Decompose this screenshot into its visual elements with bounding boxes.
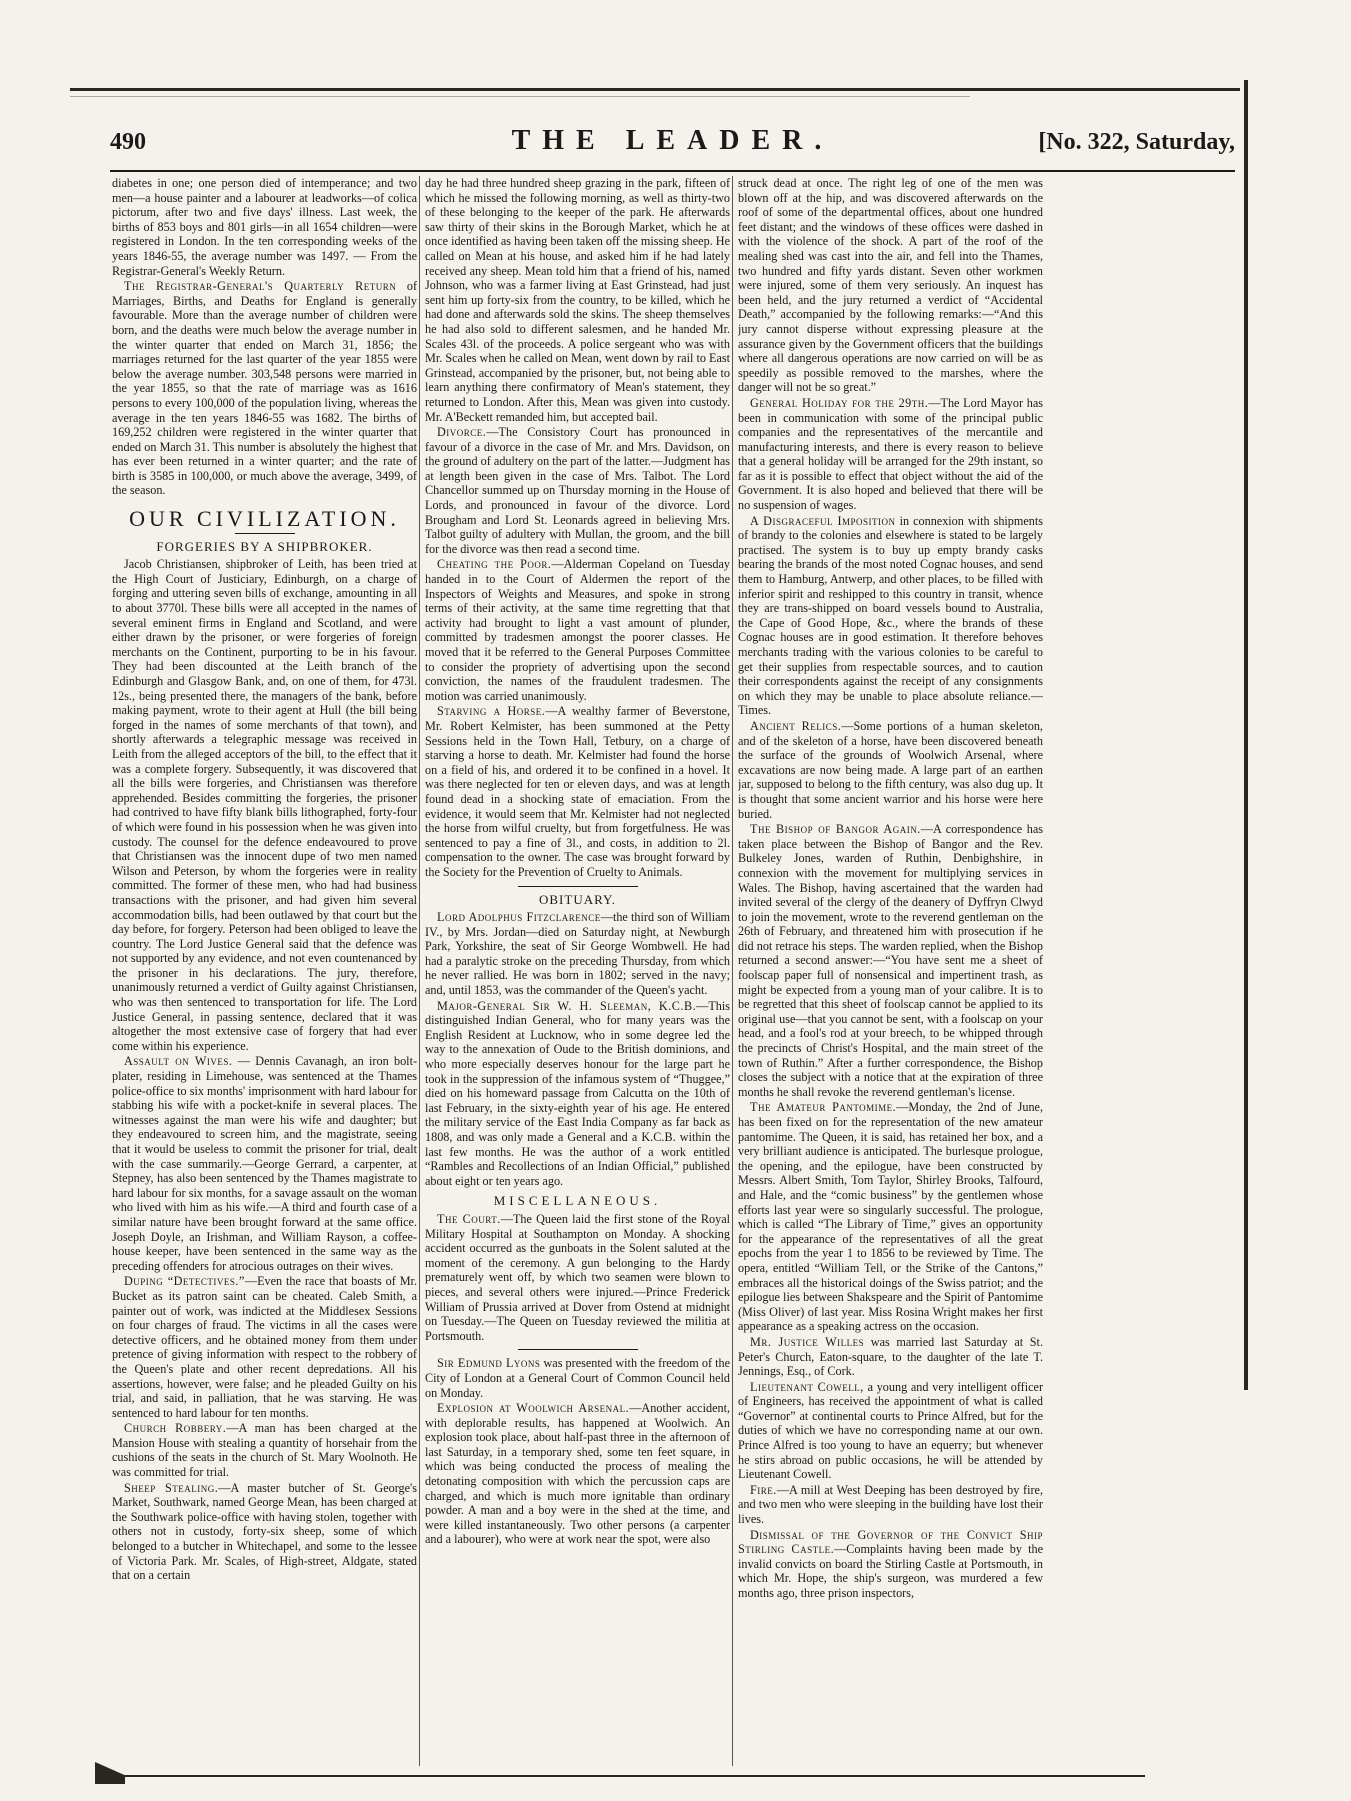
column-1: [112, 176, 417, 1756]
right-border-bar: [1244, 80, 1248, 1390]
paragraph-body: a young and very intelligent officer of Engineers, has received the appointment of what is called “Governor” at continental courts to Prince Alfred, but for the duties of which we have no corresponding name at our own. Prince Alfred is too young to have an equerry; but whenever he stirs abroad on public occasions, he will be attended by Lieutenant Cowell.: [738, 1379, 1043, 1482]
article-paragraph: [738, 719, 1043, 821]
paragraph-lead: Lord Adolphus Fitzclarence: [437, 910, 601, 925]
article-paragraph: [112, 1421, 417, 1479]
paragraph-lead: Fire.: [750, 1482, 777, 1497]
paragraph-body: in connexion with shipments of brandy to the colonies and elsewhere is stated to be largely practised. The system is to buy up empty brandy casks bearing the brands of the most noted Cognac houses, and send them to Hamburg, Antwerp, and other places, to be filled with inferior spirit and reshipped to this country in transit, whence they are trans-shipped on board vessels bound to Australia, the Cape of Good Hope, &c., where the brands of these Cognac houses are in good estimation. It therefore behoves merchants trading with the various colonies to be careful to get their supplies from respectable sources, and to caution their correspondents against the receipt of any consignments on which they may be unable to place absolute reliance.—Times.: [738, 513, 1043, 718]
masthead: [110, 125, 1235, 165]
article-paragraph: day he had three hundred sheep grazing in the park, fifteen of which he missed the following morning, as well as thirty-two of these belonging to the keeper of the park. He afterwards saw thirty of their skins in the Borough Market, which he at once identified as having been taken off the missing sheep. He called on Mean at his house, and asked him if he had lately received any sheep. Mean told him that a friend of his, named Johnson, who was a farmer living at East Grinstead, had just sent him up forty-six from the country, to be killed, which he had done and afterwards sold the skins. The sheep themselves he had also sold to different salesmen, and he handed Mr. Scales 43l. of the proceeds. A police sergeant who was with Mr. Scales when he called on Mean, went down by rail to East Grinstead, accompanied by the prisoner, but, not being able to learn anything there confirmatory of Mean's statement, they returned to London. After this, Mean was given into custody. Mr. A'Beckett remanded him, but accepted bail.: [425, 176, 730, 424]
article-paragraph: [738, 396, 1043, 513]
paragraph-lead: Explosion at Woolwich Arsenal.: [437, 1401, 630, 1416]
paragraph-lead: Starving a Horse.: [437, 704, 546, 719]
article-paragraph: [112, 1274, 417, 1420]
article-paragraph: [738, 1100, 1043, 1334]
paragraph-body: —This distinguished Indian General, who for many years was the English Resident at Lucknow, who in some degree led the way to the annexation of Oude to the British dominions, and who more especially deserves honour for the large part he took in the suppression of the infamous system of “Thuggee,” died on his homeward passage from Calcutta on the 10th of last February, in the sixty-eighth year of his age. He entered the military service of the East India Company as far back as 1808, and was only made a General and a K.C.B. within the last few months. He was the author of a work entitled “Rambles and Recollections of an Indian Official,” published about eight or ten years ago.: [425, 998, 730, 1188]
article-paragraph: [425, 999, 730, 1189]
paragraph-body: —the third son of William IV., by Mrs. Jordan—died on Saturday night, at Newburgh Park, Yorkshire, the seat of Sir George Wombwell. He had had a paralytic stroke on the preceding Thursday, from which he never rallied. He was born in 1802; served in the navy; and, until 1853, was the commander of the Queen's yacht.: [425, 910, 730, 998]
paragraph-body: —A man has been charged at the Mansion House with stealing a quantity of horsehair from the cushions of the seats in the church of St. Mary Woolnoth. He was committed for trial.: [112, 1421, 417, 1480]
paragraph-body: was presented with the freedom of the City of London at a General Court of Common Council held on Monday.: [425, 1356, 730, 1400]
page-number: 490: [110, 129, 146, 155]
section-rule: [518, 1349, 638, 1350]
article-paragraph: [738, 1528, 1043, 1601]
paragraph-body: —Complaints having been made by the invalid convicts on board the Stirling Castle at Portsmouth, in which Mr. Hope, the ship's surgeon, was murdered a few months ago, three prison inspectors,: [738, 1542, 1043, 1600]
paragraph-body: —Some portions of a human skeleton, and of the skeleton of a horse, have been discovered beneath the surface of the grounds of Woolwich Arsenal, where excavations are now being made. A large part of an earthen jar, supposed to belong to the fifth century, was also dug up. It is thought that some ancient warrior and his horse were here buried.: [738, 718, 1043, 821]
paragraph-lead: Mr. Justice Willes: [750, 1334, 865, 1349]
article-paragraph: [425, 1401, 730, 1547]
paragraph-lead: General Holiday for the 29th.: [750, 395, 929, 410]
paragraph-lead: Assault on Wives.: [124, 1054, 233, 1069]
paragraph-body: —Monday, the 2nd of June, has been fixed on for the representation of the new amateur pantomime. The Queen, it is said, has retained her box, and a very brilliant audience is anticipated. The burlesque prologue, the opening, and the epilogue, have been constructed by Messrs. Albert Smith, Tom Taylor, Shirley Brooks, Talfourd, and Hale, and the “comic business” by the gentlemen whose efforts last year were so singularly successful. The prologue, which is called “The Library of Time,” gives an opportunity for the appearance of the representatives of all the great epochs from the year 1 to 1856 to be reviewed by Time. The opera, entitled “William Tell, or the Strike of the Cantons,” embraces all the historical doings of the Swiss patriot; and the epilogue lies between Shakspeare and the Spirit of Pantomime (Miss Oliver) of last year. Miss Rosina Wright makes her first appearance as a speaking actress on the occasion.: [738, 1100, 1043, 1334]
bottom-border-rule: [95, 1775, 1145, 1777]
paragraph-lead: The Bishop of Bangor Again.: [750, 822, 921, 837]
article-paragraph: [112, 1481, 417, 1583]
article-paragraph: struck dead at once. The right leg of one of the men was blown off at the hip, and was discovered afterwards on the roof of some of the departmental offices, about one hundred feet distant; and the windows of these offices were dashed in with the violence of the shock. A part of the roof of the mealing shed was cast into the air, and fell into the Thames, two hundred and fifty yards distant. Seven other workmen were injured, some of them very seriously. An inquest has been held, and the jury returned a verdict of “Accidental Death,” accompanied by the following remarks:—“And this jury cannot disperse without expressing pleasure at the assurance given by the Government officers that the buildings where all dangerous operations are now carried on will be as speedily as possible removed to the marshes, where the danger will not be so great.”: [738, 176, 1043, 395]
paragraph-body: of Marriages, Births, and Deaths for England is generally favourable. More than the average number of children were born, and the deaths were much below the average number in the winter quarter that ended on March 31, 1856; the marriages returned for the last quarter of the year 1855 were below the average number. 303,548 persons were married in the year 1855, so that the rate of marriage was as 1616 persons to every 100,000 of the population living, whereas the average in the ten years 1846-55 was 1682. The births of 169,252 children were registered in the winter quarter that ended on March 31. This number is absolutely the highest that has ever been returned in a winter quarter; and the rate of birth is 3585 in 100,000, or much above the average, 3499, of the season.: [112, 279, 417, 498]
paragraph-body: —A correspondence has taken place between the Bishop of Bangor and the Rev. Bulkeley Jones, warden of Ruthin, Denbighshire, in connexion with the movement for multiplying services in Wales. The Bishop, having ascertained that the warden had invited several of the clergy of the deanery of Dyffryn Clwyd to join the movement, wrote to the reverend gentleman on the 26th of February, and threatened him with prosecution if he did not retrace his steps. The warden replied, when the Bishop returned a second answer:—“You have sent me a sheet of foolscap paper full of nonsensical and impertinent trash, as might be expected from a young man of your calibre. It is to be regretted that this sheet of foolscap cannot be applied to its original use—that you cannot be sent, with a foolscap on your head, and a fool's rod at your breech, to be whipped through the precincts of Christ's Hospital, and the main street of the town of Ruthin.” After a further correspondence, the Bishop closes the subject with a notice that at the expiration of three months he shall revoke the reverend gentleman's license.: [738, 822, 1043, 1099]
paragraph-lead: Dismissal of the Governor of the Convict Ship Stirling Castle.: [738, 1527, 1043, 1557]
column-3: [738, 176, 1043, 1756]
miscellaneous-heading: MISCELLANEOUS.: [493, 1193, 662, 1209]
paragraph-lead: The Registrar-General's Quarterly Return: [124, 279, 397, 294]
heading-rule: [235, 533, 295, 534]
column-divider: [419, 176, 420, 1766]
article-paragraph: [112, 279, 417, 498]
paragraph-lead: The Court.: [437, 1211, 501, 1226]
sub-heading: FORGERIES BY A SHIPBROKER.: [156, 538, 373, 554]
top-border-rule: [70, 88, 1240, 91]
column-divider: [732, 176, 733, 1766]
paragraph-body: —A wealthy farmer of Beverstone, Mr. Robert Kelmister, has been summoned at the Petty Sessions held in the Town Hall, Tetbury, on a charge of starving a horse to death. Mr. Kelmister had found the horse on a field of his, and ordered it to be confined in a hovel. It was there neglected for ten or eleven days, and was at length found dead in a shocking state of emaciation. From the evidence, it would seem that Mr. Kelmister had not neglected the horse from wilful cruelty, but from forgetfulness. He was sentenced to pay a fine of 3l., and costs, in addition to 2l. compensation to the owner. The case was brought forward by the Society for the Prevention of Cruelty to Animals.: [425, 704, 730, 879]
paragraph-body: —Alderman Copeland on Tuesday handed in to the Court of Aldermen the report of the Inspectors of Weights and Measures, and spoke in strong terms of their activity, at the same time regretting that that activity had brought to light a vast amount of plunder, committed by tradesmen amongst the poorer classes. He moved that it be referred to the General Purposes Committee to consider the propriety of advertising upon the second conviction, the names of the fraudulent tradesmen. The motion was carried unanimously.: [425, 557, 730, 703]
paragraph-lead: Sir Edmund Lyons: [437, 1356, 541, 1371]
obituary-heading: OBITUARY.: [538, 891, 617, 907]
article-paragraph: [425, 704, 730, 879]
paragraph-body: —The Lord Mayor has been in communication with some of the principal public companies and the representatives of the mercantile and manufacturing interests, and there is every reason to believe that a general holiday will be arranged for the 29th instant, so far as it is possible to effect that object without the aid of the Government. It is also hoped and believed that there will be no suspension of wages.: [738, 395, 1043, 513]
section-heading: OUR CIVILIZATION.: [129, 506, 400, 532]
paragraph-lead: Major-General Sir W. H. Sleeman, K.C.B.: [437, 998, 697, 1013]
paragraph-lead: Duping “Detectives.”: [124, 1274, 245, 1289]
paragraph-lead: A Disgraceful Imposition: [750, 513, 896, 528]
section-rule: [518, 886, 638, 887]
article-paragraph: [425, 557, 730, 703]
article-paragraph: [738, 1483, 1043, 1527]
paragraph-body: was married last Saturday at St. Peter's Church, Eaton-square, to the daughter of the late T. Jennings, Esq., of Cork.: [738, 1334, 1043, 1379]
column-2: [425, 176, 730, 1756]
paragraph-lead: Lieutenant Cowell,: [750, 1379, 864, 1394]
newspaper-title: THE LEADER.: [511, 125, 834, 156]
paragraph-lead: Ancient Relics.: [750, 718, 842, 733]
article-paragraph: [425, 425, 730, 556]
article-paragraph: [425, 1356, 730, 1400]
paragraph-lead: Church Robbery.: [124, 1421, 227, 1436]
paragraph-lead: The Amateur Pantomime.: [750, 1100, 897, 1115]
paragraph-body: — Dennis Cavanagh, an iron bolt-plater, residing in Limehouse, was sentenced at the Thames police-office to six months' imprisonment with hard labour for stabbing his wife with a pocket-knife in several places. The witnesses against the man were his wife and daughter; but they endeavoured to screen him, and the magistrate, seeing that it would be useless to commit the prisoner for trial, dealt with the case summarily.—George Gerrard, a carpenter, at Stepney, has also been sentenced by the Thames magistrate to hard labour for six months, for a savage assault on the woman who lived with him as his wife.—A third and fourth case of a similar nature have been brought forward at the same office. Joseph Doyle, an Irishman, and William Rayson, a coffee-house keeper, have been sentenced in the same way as the preceding offenders for atrocious outrages on their wives.: [112, 1054, 417, 1273]
article-paragraph: Jacob Christiansen, shipbroker of Leith, has been tried at the High Court of Justiciary, Edinburgh, on a charge of forging and uttering seven bills of exchange, amounting in all to about 3770l. These bills were all accepted in the names of several eminent firms in England and Scotland, and were either drawn by the prisoner, or were forgeries of foreign merchants on the Continent, purporting to be in his favour. They had been discounted at the Leith branch of the Edinburgh and Glasgow Bank, and, on one of them, for 473l. 12s., being presented there, the managers of the bank, before making payment, wrote to their agent at Hull (the bill being forged in the names of some merchants of that town), and shortly afterwards a telegraphic message was received in Leith from the alleged acceptors of the bill, to the effect that it was a complete forgery. Subsequently, it was discovered that all the bills were forgeries, and Christiansen was therefore apprehended. Besides committing the forgeries, the prisoner had contrived to have fifty blank bills lithographed, forty-four of which were found in his possession when he was given into custody. The counsel for the defence endeavoured to prove that Christiansen was the innocent dupe of two men named Wilson and Peterson, by whom the forgeries were in reality committed. The former of these men, who had had business transactions with the prisoner, and had given him several accommodation bills, had been outlawed by that court but the day before, for forgery. Peterson had been obliged to leave the country. The Lord Justice General said that the defence was not supported by any evidence, and not even countenanced by the prisoner in his declarations. The jury, therefore, unanimously returned a verdict of Guilty against Christiansen, who was then sentenced to transportation for life. The Lord Justice General, in passing sentence, declared that it was altogether the most extensive case of forgery that had ever come within his experience.: [112, 557, 417, 1053]
paragraph-body: —The Queen laid the first stone of the Royal Military Hospital at Southampton on Monday. A shocking accident occurred as the gunboats in the Solent saluted at the moment of the ceremony. A gun belonging to the Hardy prematurely went off, by which two seamen were blown to pieces, and several others were injured.—Prince Frederick William of Prussia arrived at Dover from Ostend at midnight on Tuesday.—The Queen on Tuesday reviewed the militia at Portsmouth.: [425, 1211, 730, 1343]
paragraph-body: —Another accident, with deplorable results, has happened at Woolwich. An explosion took place, about half-past three in the afternoon of last Saturday, in a temporary shed, some ten feet square, in which was being conducted the process of mealing the detonating composition with which the percussion caps are charged, and which is much more ignitable than ordinary powder. A man and a boy were in the shed at the time, and were killed instantaneously. Two other persons (a carpenter and a labourer), who were at work near the spot, were also: [425, 1401, 730, 1547]
article-paragraph: [738, 822, 1043, 1099]
article-paragraph: [738, 1380, 1043, 1482]
paragraph-lead: Divorce.: [437, 425, 487, 440]
paragraph-body: —The Consistory Court has pronounced in favour of a divorce in the case of Mr. and Mrs. Davidson, on the ground of adultery on the part of the latter.—Judgment has at length been given in the case of Mrs. Talbot. The Lord Chancellor summed up on Thursday morning in the House of Lords, and pronounced in favour of the divorce. Lord Brougham and Lord St. Leonards agreed in believing Mrs. Talbot guilty of adultery with Mullan, the groom, and the bill for the divorce was then read a second time.: [425, 425, 730, 556]
article-paragraph: [738, 514, 1043, 718]
article-paragraph: [112, 1054, 417, 1273]
masthead-rule: [110, 170, 1235, 172]
article-paragraph: diabetes in one; one person died of intemperance; and two men—a house painter and a labourer at leadworks—of colica pictorum, after two and five days' illness. Last week, the births of 853 boys and 801 girls—in all 1654 children—were registered in London. In the ten corresponding weeks of the years 1846-55, the average number was 1497. — From the Registrar-General's Weekly Return.: [112, 176, 417, 278]
article-paragraph: [738, 1335, 1043, 1379]
top-border-faint-rule: [70, 96, 970, 97]
paragraph-lead: Sheep Stealing.: [124, 1480, 219, 1495]
paragraph-body: —A master butcher of St. George's Market, Southwark, named George Mean, has been charged at the Southwark police-office with having stolen, together with others not in custody, forty-six sheep, some of which belonged to a butcher in Whitechapel, and some to the lessee of Victoria Park. Mr. Scales, of High-street, Aldgate, stated that on a certain: [112, 1480, 417, 1583]
article-paragraph: [425, 1212, 730, 1343]
bottom-ink-mark: [95, 1762, 125, 1784]
issue-info: [No. 322, Saturday,: [1038, 129, 1235, 155]
paragraph-lead: Cheating the Poor.: [437, 557, 552, 572]
paragraph-body: —A mill at West Deeping has been destroyed by fire, and two men who were sleeping in the building have lost their lives.: [738, 1482, 1043, 1527]
paragraph-body: —Even the race that boasts of Mr. Bucket as its patron saint can be cheated. Caleb Smith, a painter out of work, was indicted at the Middlesex Sessions on four charges of fraud. The victims in all the cases were detective officers, and he obtained money from them under pretence of giving information with respect to the robbery of the Queen's plate and other recent depredations. All his assertions, however, were false; and he pleaded Guilty on his trial, and said, in palliation, that he was starving. He was sentenced to hard labour for ten months.: [112, 1274, 417, 1420]
article-paragraph: [425, 910, 730, 998]
